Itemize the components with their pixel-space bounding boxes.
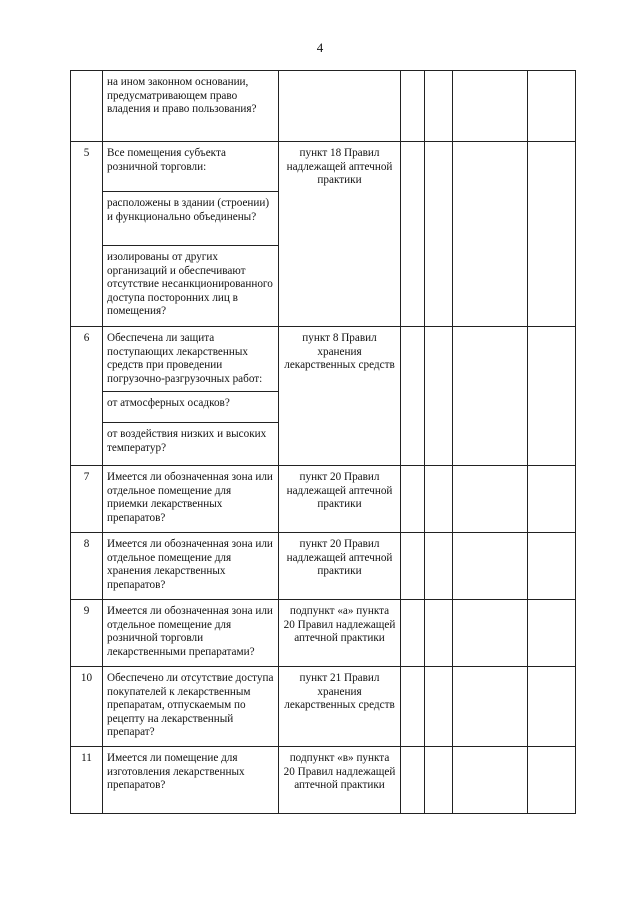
answer-yes-cell <box>401 600 425 667</box>
answer-yes-cell <box>401 747 425 814</box>
answer-no-cell <box>425 667 453 747</box>
notes-cell <box>528 327 576 466</box>
legal-basis-cell: пункт 20 Правил надлежащей аптечной практики <box>279 533 401 600</box>
row-number: 7 <box>71 466 103 533</box>
notes-cell <box>528 533 576 600</box>
question-cell: Имеется ли обозначенная зона или отдельное помещение для розничной торговли лекарственными препаратами? <box>103 600 279 667</box>
table-row <box>71 466 576 533</box>
answer-na-cell <box>453 71 528 142</box>
question-cell: Обеспечена ли защита поступающих лекарственных средств при проведении погрузочно-разгрузочных работ: <box>103 327 279 392</box>
answer-no-cell <box>425 533 453 600</box>
legal-basis-cell <box>279 71 401 142</box>
answer-na-cell <box>453 327 528 466</box>
answer-na-cell <box>453 142 528 327</box>
answer-no-cell <box>425 466 453 533</box>
answer-na-cell <box>453 667 528 747</box>
answer-yes-cell <box>401 667 425 747</box>
legal-basis-cell: подпункт «а» пункта 20 Правил надлежащей аптечной практики <box>279 600 401 667</box>
table-row <box>71 327 576 392</box>
row-number: 10 <box>71 667 103 747</box>
question-cell: Имеется ли обозначенная зона или отдельное помещение для приемки лекарственных препаратов? <box>103 466 279 533</box>
row-number: 8 <box>71 533 103 600</box>
answer-yes-cell <box>401 466 425 533</box>
answer-na-cell <box>453 466 528 533</box>
question-cell: на ином законном основании, предусматривающем право владения и право пользования? <box>103 71 279 142</box>
question-cell: Обеспечено ли отсутствие доступа покупателей к лекарственным препаратам, отпускаемым по рецепту на лекарственный препарат? <box>103 667 279 747</box>
table-row <box>71 533 576 600</box>
notes-cell <box>528 71 576 142</box>
question-cell: от атмосферных осадков? <box>103 392 279 423</box>
legal-basis-cell: пункт 18 Правил надлежащей аптечной практики <box>279 142 401 327</box>
notes-cell <box>528 142 576 327</box>
legal-basis-cell: подпункт «в» пункта 20 Правил надлежащей аптечной практики <box>279 747 401 814</box>
answer-na-cell <box>453 533 528 600</box>
table-row <box>71 600 576 667</box>
answer-na-cell <box>453 600 528 667</box>
table-row <box>71 71 576 142</box>
answer-na-cell <box>453 747 528 814</box>
question-cell: Все помещения субъекта розничной торговли: <box>103 142 279 192</box>
answer-no-cell <box>425 71 453 142</box>
row-number: 9 <box>71 600 103 667</box>
answer-yes-cell <box>401 533 425 600</box>
answer-no-cell <box>425 747 453 814</box>
row-number: 5 <box>71 142 103 327</box>
question-cell: изолированы от других организаций и обеспечивают отсутствие несанкционированного доступа посторонних лиц в помещения? <box>103 246 279 327</box>
table-row <box>71 747 576 814</box>
legal-basis-cell: пункт 8 Правил хранения лекарственных средств <box>279 327 401 466</box>
table-row <box>71 667 576 747</box>
notes-cell <box>528 667 576 747</box>
answer-no-cell <box>425 142 453 327</box>
question-cell: от воздействия низких и высоких температур? <box>103 423 279 466</box>
answer-no-cell <box>425 600 453 667</box>
answer-no-cell <box>425 327 453 466</box>
page-number: 4 <box>316 40 324 55</box>
answer-yes-cell <box>401 142 425 327</box>
question-cell: Имеется ли помещение для изготовления лекарственных препаратов? <box>103 747 279 814</box>
answer-yes-cell <box>401 327 425 466</box>
legal-basis-cell: пункт 21 Правил хранения лекарственных средств <box>279 667 401 747</box>
notes-cell <box>528 600 576 667</box>
checklist-table <box>70 70 576 814</box>
question-cell: Имеется ли обозначенная зона или отдельное помещение для хранения лекарственных препаратов? <box>103 533 279 600</box>
notes-cell <box>528 466 576 533</box>
notes-cell <box>528 747 576 814</box>
table-row <box>71 142 576 192</box>
row-number <box>71 71 103 142</box>
row-number: 11 <box>71 747 103 814</box>
answer-yes-cell <box>401 71 425 142</box>
legal-basis-cell: пункт 20 Правил надлежащей аптечной практики <box>279 466 401 533</box>
question-cell: расположены в здании (строении) и функционально объединены? <box>103 192 279 246</box>
row-number: 6 <box>71 327 103 466</box>
